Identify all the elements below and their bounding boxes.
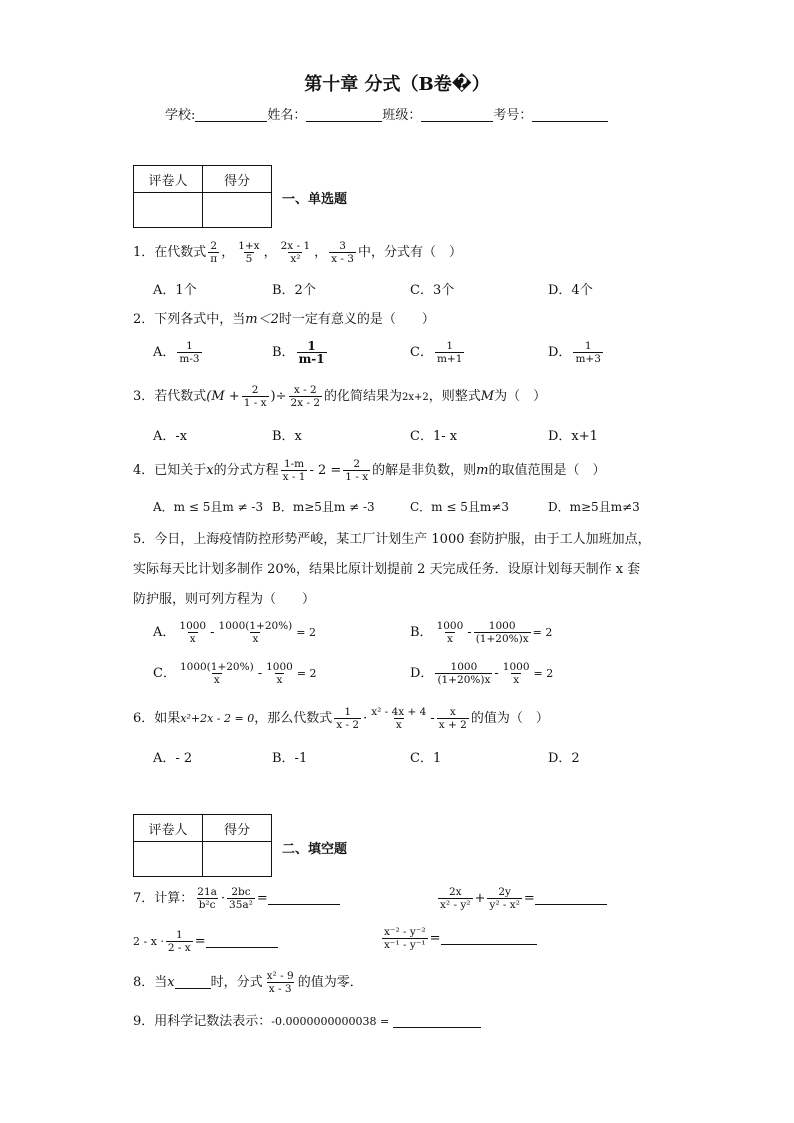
score-table-2 xyxy=(133,814,272,877)
q1-option-b[interactable]: B．2个 xyxy=(272,283,316,298)
q5-option-c[interactable]: C． $\frac{1000(1+20\%)}{x}$ - $\frac{1000}{x}$ = 2 xyxy=(153,661,317,686)
q6-option-c[interactable]: C．1 xyxy=(410,751,442,766)
q1-option-a[interactable]: A．1个 xyxy=(153,283,197,298)
q2-option-b[interactable]: B． $\frac{1}{m-1}$ xyxy=(272,339,325,366)
score-cell xyxy=(203,193,272,228)
question-7-expr-1: 7．计算： $\frac{21a}{\text{b²c}}$ · $\frac{2bc}{\text{35a²}}$ = xyxy=(133,886,340,911)
grader-cell xyxy=(134,842,203,877)
question-2: 2．下列各式中，当m＜2时一定有意义的是（ ） xyxy=(133,312,435,327)
q3-option-a[interactable]: A．-x xyxy=(153,429,188,444)
class-blank[interactable] xyxy=(421,107,493,122)
q4-option-b[interactable]: B．m≥5且m ≠ -3 xyxy=(272,500,375,514)
q2-option-c[interactable]: C． $\frac{1}{m+1}$ xyxy=(410,340,463,365)
q2-option-d[interactable]: D． $\frac{1}{m+3}$ xyxy=(548,340,601,365)
q4-option-c[interactable]: C．m ≤ 5且m≠3 xyxy=(410,500,509,514)
q1-frac-b: $\frac{1+x}{5}$ xyxy=(238,240,260,265)
q3-option-d[interactable]: D．x+1 xyxy=(548,429,598,444)
score-header: 得分 xyxy=(203,166,272,193)
question-7-expr-3: 2 - x · $\frac{1}{2 - x}$ = xyxy=(133,929,278,954)
q7-answer-2[interactable] xyxy=(535,890,607,905)
q3-option-c[interactable]: C．1- x xyxy=(410,429,458,444)
exam-label: 考号： xyxy=(493,108,533,123)
q1-option-d[interactable]: D．4个 xyxy=(548,283,593,298)
q4-option-a[interactable]: A．m ≤ 5且m ≠ -3 xyxy=(153,500,264,514)
school-blank[interactable] xyxy=(195,107,267,122)
q1-text: 1．在代数式 xyxy=(133,245,207,260)
grader-header: 评卷人 xyxy=(134,815,203,842)
q1-frac-c: $\frac{2x - 1}{\text{x²}}$ xyxy=(280,240,311,265)
question-5-line-2: 实际每天比计划多制作 20%，结果比原计划提前 2 天完成任务．设原计划每天制作 x 套 xyxy=(133,562,641,577)
question-1: 1．在代数式 $\frac{2}{\pi}$ ， $\frac{1+x}{5}$ ， $\frac{2x - 1}{\text{x²}}$ ， $\frac{3}{x - 3}$ 中，分式有（ ） xyxy=(133,240,462,265)
q7-answer-1[interactable] xyxy=(268,890,340,905)
question-7-expr-4: $\frac{\text{x⁻² - y⁻²}}{\text{x⁻¹ - y⁻¹}}$ = xyxy=(380,926,537,951)
q1-frac-a: $\frac{2}{\pi}$ xyxy=(210,240,218,265)
question-5-line-1: 5．今日，上海疫情防控形势严峻，某工厂计划生产 1000 套防护服，由于工人加班加点， xyxy=(133,532,651,547)
q8-answer[interactable] xyxy=(175,974,211,989)
q1-option-c[interactable]: C．3个 xyxy=(410,283,455,298)
question-9: 9．用科学记数法表示：-0.0000000000038 = xyxy=(133,1012,481,1032)
q5-option-a[interactable]: A． $\frac{1000}{x}$ - $\frac{1000(1+20\%)}{x}$ = 2 xyxy=(153,620,316,645)
q5-option-b[interactable]: B． $\frac{1000}{x}$ - $\frac{1000}{(1+20\%)x}$ = 2 xyxy=(410,620,553,645)
exam-blank[interactable] xyxy=(532,107,608,122)
q6-option-b[interactable]: B．-1 xyxy=(272,751,308,766)
q6-option-d[interactable]: D．2 xyxy=(548,751,580,766)
student-info-line xyxy=(165,104,608,123)
q3-option-b[interactable]: B．x xyxy=(272,429,302,444)
page-title: 第十章 分式（B卷�） xyxy=(304,74,490,95)
q9-answer[interactable] xyxy=(393,1013,481,1028)
q4-option-d[interactable]: D．m≥5且m≠3 xyxy=(548,500,640,514)
q7-answer-3[interactable] xyxy=(206,933,278,948)
question-5-line-3: 防护服，则可列方程为（ ） xyxy=(133,592,316,607)
question-3: 3．若代数式(M + $\frac{2}{1 - x}$ )÷ $\frac{x - 2}{2x - 2}$ 的化简结果为2x+2，则整式M为（ ） xyxy=(133,384,547,409)
class-label: 班级： xyxy=(382,108,422,123)
q1-frac-d: $\frac{3}{x - 3}$ xyxy=(331,240,354,265)
school-label: 学校: xyxy=(165,108,196,123)
section-fill-blank: 二、填空题 xyxy=(282,842,348,857)
q2-option-a[interactable]: A． $\frac{1}{m-3}$ xyxy=(153,340,200,365)
name-label: 姓名： xyxy=(267,108,307,123)
question-6: 6．如果x²+2x - 2 = 0，那么代数式 $\frac{1}{x - 2}$ · $\frac{\text{x² - 4x + 4}}{x}$ - $\frac{x}{x + 2}$ 的值为（ ） xyxy=(133,706,549,731)
q6-option-a[interactable]: A．- 2 xyxy=(153,751,193,766)
section-single-choice: 一、单选题 xyxy=(282,192,348,207)
question-4: 4．已知关于x的分式方程 $\frac{1-m}{x - 1}$ - 2 = $\frac{2}{1 - x}$ 的解是非负数，则m的取值范围是（ ） xyxy=(133,458,606,483)
score-table-1 xyxy=(133,165,272,228)
name-blank[interactable] xyxy=(306,107,382,122)
score-header: 得分 xyxy=(203,815,272,842)
score-cell xyxy=(203,842,272,877)
grader-cell xyxy=(134,193,203,228)
q7-answer-4[interactable] xyxy=(441,930,537,945)
question-7-expr-2: $\frac{2x}{\text{x² - y²}}$ + $\frac{2y}{\text{y² - x²}}$ = xyxy=(436,886,607,911)
q5-option-d[interactable]: D． $\frac{1000}{(1+20\%)x}$ - $\frac{1000}{x}$ = 2 xyxy=(410,661,554,686)
question-8: 8．当x 时，分式 $\frac{\text{x² - 9}}{x - 3}$ 的值为零． xyxy=(133,970,363,995)
grader-header: 评卷人 xyxy=(134,166,203,193)
